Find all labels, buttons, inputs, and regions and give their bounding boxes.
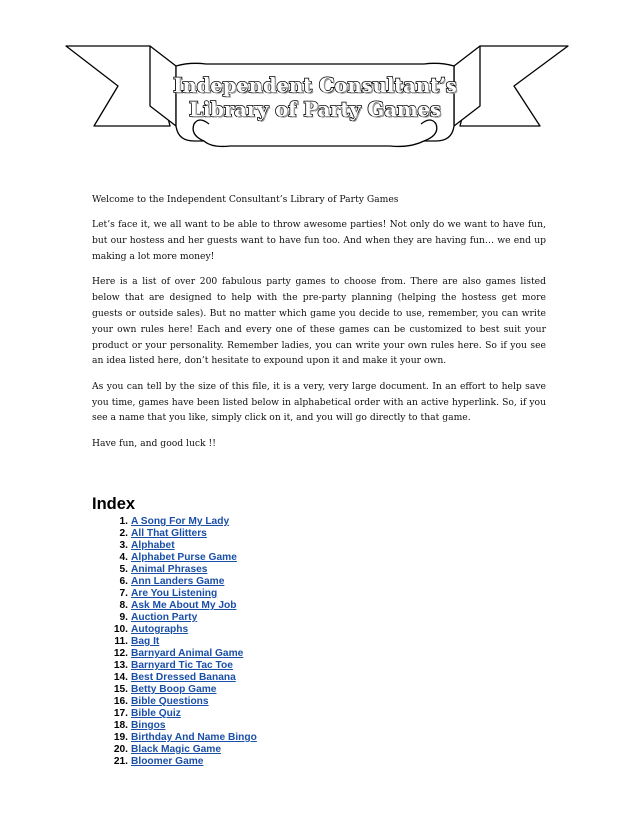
index-link-auction-party[interactable]: Auction Party xyxy=(131,612,198,623)
index-number: 17. xyxy=(113,708,128,719)
index-item xyxy=(92,576,257,588)
index-item xyxy=(92,720,257,732)
index-item xyxy=(92,744,257,756)
index-number: 13. xyxy=(113,660,128,671)
index-link-bag-it[interactable]: Bag It xyxy=(131,636,160,647)
index-item xyxy=(92,516,257,528)
index-link-barnyard-animal-game[interactable]: Barnyard Animal Game xyxy=(131,648,244,659)
banner-title-line2: Library of Party Games xyxy=(189,98,441,121)
index-heading: Index xyxy=(92,495,136,513)
index-item xyxy=(92,648,257,660)
index-link-alphabet-purse-game[interactable]: Alphabet Purse Game xyxy=(131,552,237,563)
index-item xyxy=(92,588,257,600)
banner-title-line1: Independent Consultant’s xyxy=(173,74,457,97)
intro-paragraph-1: Let’s face it, we all want to be able to throw awesome parties! Not only do we want to have fun, but our hostess and her guests want to have fun too. And when they are having fun… we end up making a lot more money! xyxy=(92,219,546,262)
index-item xyxy=(92,708,257,720)
index-item xyxy=(92,636,257,648)
index-link-are-you-listening[interactable]: Are You Listening xyxy=(131,588,218,599)
index-item xyxy=(92,756,257,768)
index-link-ann-landers-game[interactable]: Ann Landers Game xyxy=(131,576,225,587)
index-link-betty-boop-game[interactable]: Betty Boop Game xyxy=(131,684,217,695)
index-item xyxy=(92,672,257,684)
index-number: 20. xyxy=(113,744,128,755)
index-number: 2. xyxy=(119,528,128,539)
index-link-all-that-glitters[interactable]: All That Glitters xyxy=(131,528,207,539)
index-number: 16. xyxy=(113,696,128,707)
index-link-black-magic-game[interactable]: Black Magic Game xyxy=(131,744,222,755)
index-number: 19. xyxy=(113,732,128,743)
index-item xyxy=(92,564,257,576)
index-link-best-dressed-banana[interactable]: Best Dressed Banana xyxy=(131,672,236,683)
index-number: 15. xyxy=(113,684,128,695)
index-link-bible-quiz[interactable]: Bible Quiz xyxy=(131,708,181,719)
index-list xyxy=(92,516,257,768)
index-number: 18. xyxy=(113,720,128,731)
banner-title xyxy=(160,74,470,122)
index-number: 1. xyxy=(119,516,128,527)
index-item xyxy=(92,684,257,696)
index-number: 14. xyxy=(113,672,128,683)
index-number: 5. xyxy=(119,564,128,575)
index-number: 8. xyxy=(119,600,128,611)
index-item xyxy=(92,600,257,612)
intro-paragraph-3: As you can tell by the size of this file, it is a very, very large document. In an effort to help save you time, games have been listed below in alphabetical order with an active hyperlink. So, if you see a name that you like, simply click on it, and you will go directly to that game. xyxy=(92,380,546,424)
index-item xyxy=(92,624,257,636)
index-link-autographs[interactable]: Autographs xyxy=(131,624,189,635)
index-item xyxy=(92,696,257,708)
index-link-bible-questions[interactable]: Bible Questions xyxy=(131,696,209,707)
index-link-animal-phrases[interactable]: Animal Phrases xyxy=(131,564,208,575)
index-link-birthday-and-name-bingo[interactable]: Birthday And Name Bingo xyxy=(131,732,257,743)
intro-text xyxy=(92,192,546,461)
welcome-line: Welcome to the Independent Consultant’s Library of Party Games xyxy=(92,194,399,205)
index-link-barnyard-tic-tac-toe[interactable]: Barnyard Tic Tac Toe xyxy=(131,660,233,671)
index-number: 21. xyxy=(113,756,128,767)
intro-paragraph-2: Here is a list of over 200 fabulous party games to choose from. There are also games listed below that are designed to help with the pre-party planning (helping the hostess get more guests or outside sales). But no matter which game you decide to use, remember, you can write your own rules here! Each and every one of these games can be customized to best suit your product or your personality. Remember ladies, you can write your own rules here. So if you see an idea listed here, don’t hesitate to expound upon it and make it your own. xyxy=(92,276,546,367)
intro-paragraph-4: Have fun, and good luck !! xyxy=(92,437,216,449)
index-number: 3. xyxy=(119,540,128,551)
index-item xyxy=(92,552,257,564)
index-item xyxy=(92,612,257,624)
index-item xyxy=(92,528,257,540)
index-link-alphabet[interactable]: Alphabet xyxy=(131,540,175,551)
index-number: 12. xyxy=(113,648,128,659)
index-link-a-song-for-my-lady[interactable]: A Song For My Lady xyxy=(131,516,230,527)
index-number: 6. xyxy=(119,576,128,587)
index-number: 4. xyxy=(119,552,128,563)
index-link-ask-me-about-my-job[interactable]: Ask Me About My Job xyxy=(131,600,237,611)
index-link-bingos[interactable]: Bingos xyxy=(131,720,166,731)
index-item xyxy=(92,540,257,552)
index-number: 9. xyxy=(119,612,128,623)
index-link-bloomer-game[interactable]: Bloomer Game xyxy=(131,756,204,767)
index-number: 10. xyxy=(113,624,128,635)
index-number: 11. xyxy=(114,636,128,647)
index-number: 7. xyxy=(119,588,128,599)
index-item xyxy=(92,660,257,672)
index-item xyxy=(92,732,257,744)
